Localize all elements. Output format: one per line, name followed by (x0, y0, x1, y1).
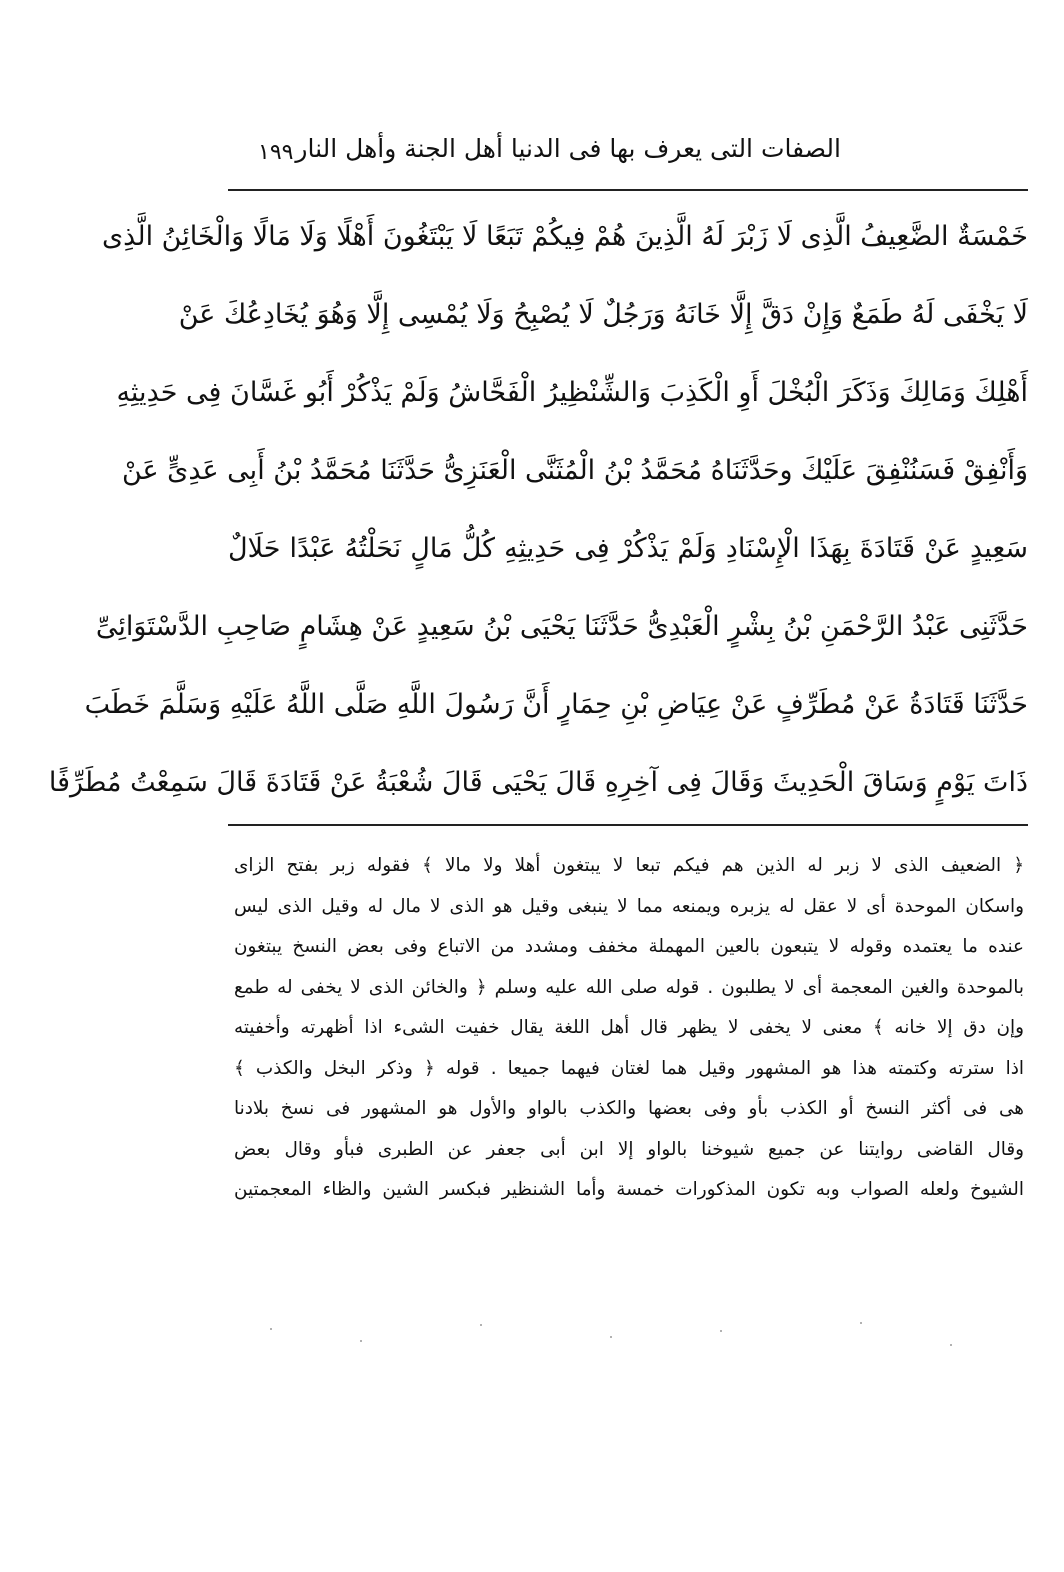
commentary-line: الشيوخ ولعله الصواب وبه تكون المذكورات خمسة وأما الشنظير فبكسر الشين والظاء المعجمتين (234, 1179, 1024, 1200)
hadith-line: أَهْلِكَ وَمَالِكَ وَذَكَرَ الْبُخْلَ أَوِ الْكَذِبَ وَالشِّنْظِيرُ الْفَحَّاشُ وَلَمْ يَذْكُرْ أَبُو غَسَّانَ فِى حَدِيثِهِ (116, 377, 1028, 408)
commentary-line: هى فى أكثر النسخ أو الكذب بأو وفى بعضها والكذب بالواو والأول هو المشهور فى نسخ بلادنا (234, 1098, 1024, 1119)
scan-speck (360, 1340, 362, 1342)
commentary-text (234, 846, 1024, 1211)
commentary-line: ﴿ الضعيف الذى لا زبر له الذين هم فيكم تبعا لا يبتغون أهلا ولا مالا ﴾ فقوله زبر بفتح الزاى (234, 855, 1024, 876)
hadith-line: حَدَّثَنَا قَتَادَةُ عَنْ مُطَرِّفٍ عَنْ عِيَاضِ بْنِ حِمَارٍ أَنَّ رَسُولَ اللَّهِ صَلَّى اللَّهُ عَلَيْهِ وَسَلَّمَ خَطَبَ (84, 689, 1028, 720)
hadith-line: سَعِيدٍ عَنْ قَتَادَةَ بِهَذَا الْإِسْنَادِ وَلَمْ يَذْكُرْ فِى حَدِيثِهِ كُلُّ مَالٍ نَحَلْتُهُ عَبْدًا حَلَالٌ (228, 533, 1028, 564)
scan-speck (270, 1328, 272, 1330)
running-title: الصفات التى يعرف بها فى الدنيا أهل الجنة وأهل النار (295, 134, 841, 163)
commentary-divider (228, 824, 1028, 826)
commentary-line: واسكان الموحدة أى لا عقل له يزبره ويمنعه مما لا ينبغى وقيل هو الذى لا مال له وقيل الذى ليس (234, 895, 1024, 917)
header-rule (228, 189, 1028, 191)
commentary-line: وقال القاضى روايتنا عن جميع شيوخنا بالواو إلا ابن أبى جعفر عن الطبرى فبأو وقال بعض (234, 1138, 1024, 1160)
page-header (236, 128, 1026, 178)
scan-specks (250, 1318, 1010, 1358)
hadith-line: حَدَّثَنِى عَبْدُ الرَّحْمَنِ بْنُ بِشْرٍ الْعَبْدِىُّ حَدَّثَنَا يَحْيَى بْنُ سَعِيدٍ عَنْ هِشَامٍ صَاحِبِ الدَّسْتَوَائِىِّ (95, 611, 1028, 642)
hadith-line: خَمْسَةٌ الضَّعِيفُ الَّذِى لَا زَبْرَ لَهُ الَّذِينَ هُمْ فِيكُمْ تَبَعًا لَا يَبْتَغُونَ أَهْلًا وَلَا مَالًا وَالْخَائِنُ الَّذِى (102, 221, 1028, 252)
scan-speck (480, 1324, 482, 1326)
scan-speck (860, 1322, 862, 1324)
commentary-line: اذا سترته وكتمته هذا هو المشهور وقيل هما لغتان فيهما جميعا . قوله ﴿ وذكر البخل والكذب ﴾ (234, 1057, 1024, 1079)
scan-speck (720, 1330, 722, 1332)
commentary-line: عنده ما يعتمده وقوله لا يتبعون بالعين المهملة مخفف ومشدد من الاتباع وفى بعض النسخ يبتغون (234, 936, 1024, 957)
scan-speck (610, 1336, 612, 1338)
commentary-line: بالموحدة والغين المعجمة أى لا يطلبون . قوله صلى الله عليه وسلم ﴿ والخائن الذى لا يخفى له طمع (234, 976, 1024, 998)
commentary-line: وإن دق إلا خانه ﴾ معنى لا يخفى لا يظهر قال أهل اللغة يقال خفيت الشىء اذا أظهرته وأخفيته (234, 1017, 1024, 1038)
hadith-text (48, 198, 1028, 822)
scan-speck (950, 1344, 952, 1346)
hadith-line: لَا يَخْفَى لَهُ طَمَعٌ وَإِنْ دَقَّ إِلَّا خَانَهُ وَرَجُلٌ لَا يُصْبِحُ وَلَا يُمْسِى إِلَّا وَهُوَ يُخَادِعُكَ عَنْ (178, 299, 1028, 330)
hadith-line: وَأَنْفِقْ فَسَنُنْفِقَ عَلَيْكَ وحَدَّثَنَاهُ مُحَمَّدُ بْنُ الْمُثَنَّى الْعَنَزِىُّ حَدَّثَنَا مُحَمَّدُ بْنُ أَبِى عَدِىٍّ عَنْ (121, 455, 1028, 486)
page-number: ١٩٩ (258, 140, 294, 165)
hadith-line: ذَاتَ يَوْمٍ وَسَاقَ الْحَدِيثَ وَقَالَ فِى آخِرِهِ قَالَ يَحْيَى قَالَ شُعْبَةُ عَنْ قَتَادَةَ قَالَ سَمِعْتُ مُطَرِّفًا (48, 767, 1028, 798)
